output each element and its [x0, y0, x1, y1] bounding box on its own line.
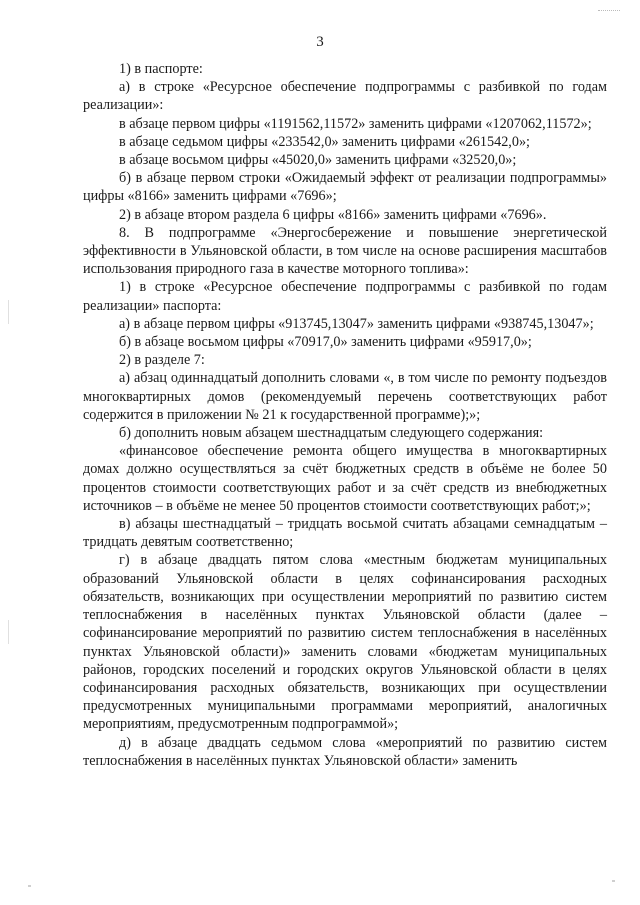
paragraph: а) в строке «Ресурсное обеспечение подпрограммы с разбивкой по годам реализации»:: [83, 79, 607, 114]
scan-edge-mark: [8, 620, 9, 644]
paragraph: в абзаце восьмом цифры «45020,0» заменить цифрами «32520,0»;: [119, 152, 517, 169]
paragraph: 2) в абзаце втором раздела 6 цифры «8166» заменить цифрами «7696».: [119, 206, 547, 223]
paragraph: б) в абзаце первом строки «Ожидаемый эффект от реализации подпрограммы» цифры «8166» заменить цифрами «7696»;: [83, 170, 607, 205]
paragraph: а) абзац одиннадцатый дополнить словами «, в том числе по ремонту подъездов многоквартирных домов (рекомендуемый перечень соответствующих работ содержится в приложении № 21 к государственной программе);»;: [83, 370, 607, 423]
paragraph: г) в абзаце двадцать пятом слова «местным бюджетам муниципальных образований Ульяновской области в целях софинансирования расходных обязательств, возникающих при осуществлении мероприятий по развитию систем теплоснабжения в населённых пунктах Ульяновской области (далее – софинансирование мероприятий по развитию систем теплоснабжения в населённых пунктах Ульяновской области)» заменить словами «бюджетам муниципальных районов, городских поселений и городских округов Ульяновской области в целях софинансирования расходных обязательств, возникающих при осуществлении предусмотренных муниципальными программами мероприятий, аналогичных мероприятиям, предусмотренным подпрограммой»;: [83, 552, 607, 733]
paragraph: 1) в паспорте:: [119, 61, 203, 77]
paragraph: 2) в разделе 7:: [119, 352, 205, 369]
document-body: [83, 60, 607, 770]
paragraph: в абзаце первом цифры «1191562,11572» заменить цифрами «1207062,11572»;: [119, 115, 592, 132]
paragraph: б) в абзаце восьмом цифры «70917,0» заменить цифрами «95917,0»;: [119, 334, 532, 351]
paragraph: 1) в строке «Ресурсное обеспечение подпрограммы с разбивкой по годам реализации» паспорта:: [83, 279, 607, 314]
paragraph: в) абзацы шестнадцатый – тридцать восьмой считать абзацами семнадцатым – тридцать девятым соответственно;: [83, 516, 607, 551]
paragraph: в абзаце седьмом цифры «233542,0» заменить цифрами «261542,0»;: [119, 133, 530, 150]
paragraph: а) в абзаце первом цифры «913745,13047» заменить цифрами «938745,13047»;: [119, 315, 594, 332]
scan-edge-mark: [8, 300, 9, 324]
page-number: 3: [316, 34, 324, 50]
paragraph: «финансовое обеспечение ремонта общего имущества в многоквартирных домах должно осуществляться за счёт бюджетных средств в объёме не более 50 процентов стоимости соответствующих работ и за счёт средств из внебюджетных источников – в объёме не менее 50 процентов стоимости соответствующих работ;»;: [83, 443, 607, 514]
paragraph: д) в абзаце двадцать седьмом слова «мероприятий по развитию систем теплоснабжения в населённых пунктах Ульяновской области» заменить: [83, 734, 607, 769]
paragraph: б) дополнить новым абзацем шестнадцатым следующего содержания:: [119, 425, 544, 442]
scan-corner-mark: [598, 10, 620, 11]
paragraph: 8. В подпрограмме «Энергосбережение и повышение энергетической эффективности в Ульяновской области, в том числе на основе расширения масштабов использования природного газа в качестве моторного топлива»:: [83, 224, 607, 278]
scan-speck: [28, 885, 31, 887]
scan-speck: [612, 880, 615, 882]
